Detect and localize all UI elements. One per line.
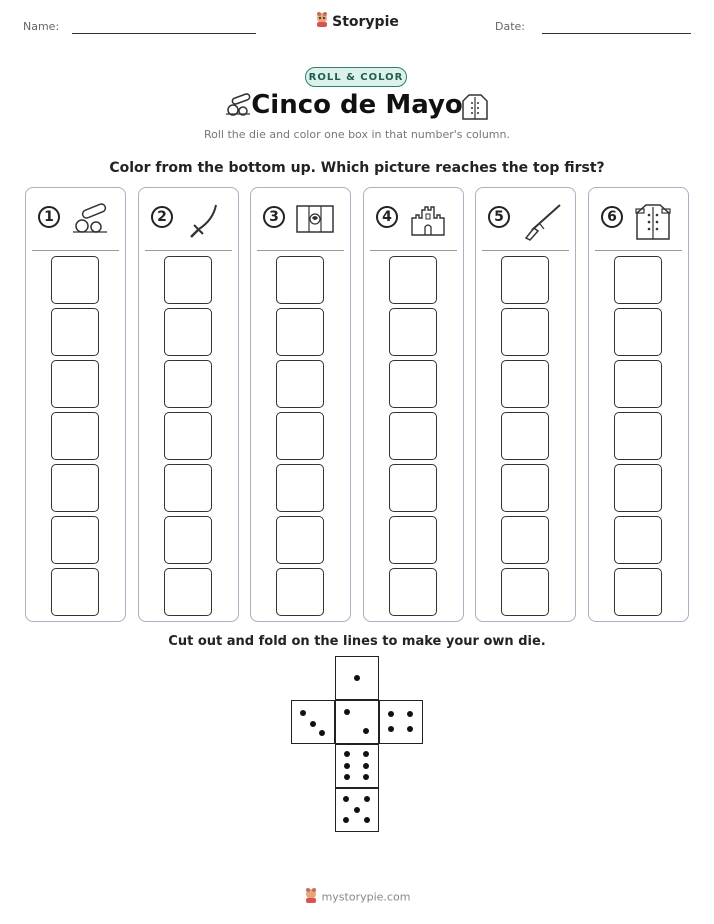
color-box[interactable] — [501, 308, 549, 356]
name-label: Name: — [23, 20, 60, 33]
storypie-logo-icon — [315, 12, 329, 32]
die-pip — [310, 721, 316, 727]
color-box[interactable] — [276, 412, 324, 460]
color-box[interactable] — [164, 412, 212, 460]
color-box[interactable] — [389, 464, 437, 512]
subtitle: Roll the die and color one box in that number's column. — [204, 128, 510, 141]
color-box[interactable] — [614, 516, 662, 564]
column-2 — [138, 187, 239, 622]
color-box[interactable] — [51, 308, 99, 356]
color-box[interactable] — [164, 464, 212, 512]
die-pip — [363, 774, 369, 780]
military-jacket-icon — [460, 92, 490, 126]
color-box[interactable] — [389, 256, 437, 304]
color-box[interactable] — [389, 516, 437, 564]
column-4 — [363, 187, 464, 622]
color-box[interactable] — [614, 360, 662, 408]
column-6 — [588, 187, 689, 622]
date-line[interactable] — [542, 33, 691, 34]
storypie-logo-icon — [304, 888, 318, 907]
die-pip — [388, 726, 394, 732]
roll-color-badge: ROLL & COLOR — [305, 67, 407, 87]
column-1 — [25, 187, 126, 622]
color-box[interactable] — [276, 360, 324, 408]
color-box[interactable] — [389, 308, 437, 356]
brand-name: Storypie — [332, 14, 399, 30]
column-number: 6 — [601, 206, 623, 228]
footer — [0, 888, 714, 907]
column-number: 3 — [263, 206, 285, 228]
die-pip — [364, 817, 370, 823]
color-box[interactable] — [614, 308, 662, 356]
die-pip — [363, 728, 369, 734]
color-box[interactable] — [389, 412, 437, 460]
die-face-1 — [335, 656, 379, 700]
color-box[interactable] — [501, 256, 549, 304]
die-pip — [363, 763, 369, 769]
color-box[interactable] — [164, 308, 212, 356]
die-pip — [344, 774, 350, 780]
color-box[interactable] — [164, 568, 212, 616]
color-box[interactable] — [276, 516, 324, 564]
column-divider — [145, 250, 232, 251]
die-pip — [300, 710, 306, 716]
column-divider — [257, 250, 344, 251]
brand — [0, 12, 714, 32]
column-number: 1 — [38, 206, 60, 228]
die-pip — [364, 796, 370, 802]
die-pip — [388, 711, 394, 717]
die-pip — [354, 807, 360, 813]
name-line[interactable] — [72, 33, 256, 34]
date-label: Date: — [495, 20, 525, 33]
mexican-flag-icon — [295, 202, 335, 240]
die-face-4 — [379, 700, 423, 744]
die-pip — [344, 751, 350, 757]
die-face-6 — [335, 744, 379, 788]
color-box[interactable] — [614, 464, 662, 512]
sword-icon — [183, 202, 223, 246]
color-box[interactable] — [276, 308, 324, 356]
color-box[interactable] — [501, 516, 549, 564]
die-face-3 — [291, 700, 335, 744]
color-box[interactable] — [51, 412, 99, 460]
footer-url: mystorypie.com — [321, 890, 411, 904]
color-box[interactable] — [614, 256, 662, 304]
die-face-2 — [335, 700, 379, 744]
color-box[interactable] — [51, 464, 99, 512]
color-box[interactable] — [276, 464, 324, 512]
color-box[interactable] — [501, 412, 549, 460]
color-box[interactable] — [276, 568, 324, 616]
column-header — [601, 202, 681, 242]
die-pip — [354, 675, 360, 681]
cut-instruction: Cut out and fold on the lines to make your own die. — [168, 634, 546, 649]
color-box[interactable] — [501, 464, 549, 512]
color-box[interactable] — [389, 568, 437, 616]
color-box[interactable] — [51, 516, 99, 564]
color-box[interactable] — [164, 360, 212, 408]
color-box[interactable] — [51, 568, 99, 616]
color-box[interactable] — [276, 256, 324, 304]
instruction: Color from the bottom up. Which picture reaches the top first? — [109, 160, 605, 176]
military-jacket-icon — [633, 202, 673, 246]
column-header — [151, 202, 231, 242]
color-box[interactable] — [389, 360, 437, 408]
die-face-5 — [335, 788, 379, 832]
column-5 — [475, 187, 576, 622]
page-title: Cinco de Mayo — [251, 90, 463, 120]
column-number: 2 — [151, 206, 173, 228]
column-divider — [595, 250, 682, 251]
column-divider — [370, 250, 457, 251]
die-pip — [407, 711, 413, 717]
cannon-icon — [70, 202, 110, 240]
rifle-icon — [520, 202, 564, 246]
column-header — [376, 202, 456, 242]
die-pip — [344, 709, 350, 715]
color-box[interactable] — [51, 360, 99, 408]
castle-icon — [408, 202, 448, 242]
color-box[interactable] — [51, 256, 99, 304]
die-pip — [343, 796, 349, 802]
color-box[interactable] — [614, 568, 662, 616]
column-3 — [250, 187, 351, 622]
die-pip — [363, 751, 369, 757]
color-box[interactable] — [501, 568, 549, 616]
die-pip — [319, 730, 325, 736]
column-header — [263, 202, 343, 242]
column-number: 5 — [488, 206, 510, 228]
die-pip — [344, 763, 350, 769]
color-box[interactable] — [164, 256, 212, 304]
color-box[interactable] — [614, 412, 662, 460]
color-box[interactable] — [164, 516, 212, 564]
column-header — [38, 202, 118, 242]
column-number: 4 — [376, 206, 398, 228]
column-header — [488, 202, 568, 242]
column-divider — [482, 250, 569, 251]
column-divider — [32, 250, 119, 251]
die-pip — [407, 726, 413, 732]
color-box[interactable] — [501, 360, 549, 408]
die-pip — [343, 817, 349, 823]
